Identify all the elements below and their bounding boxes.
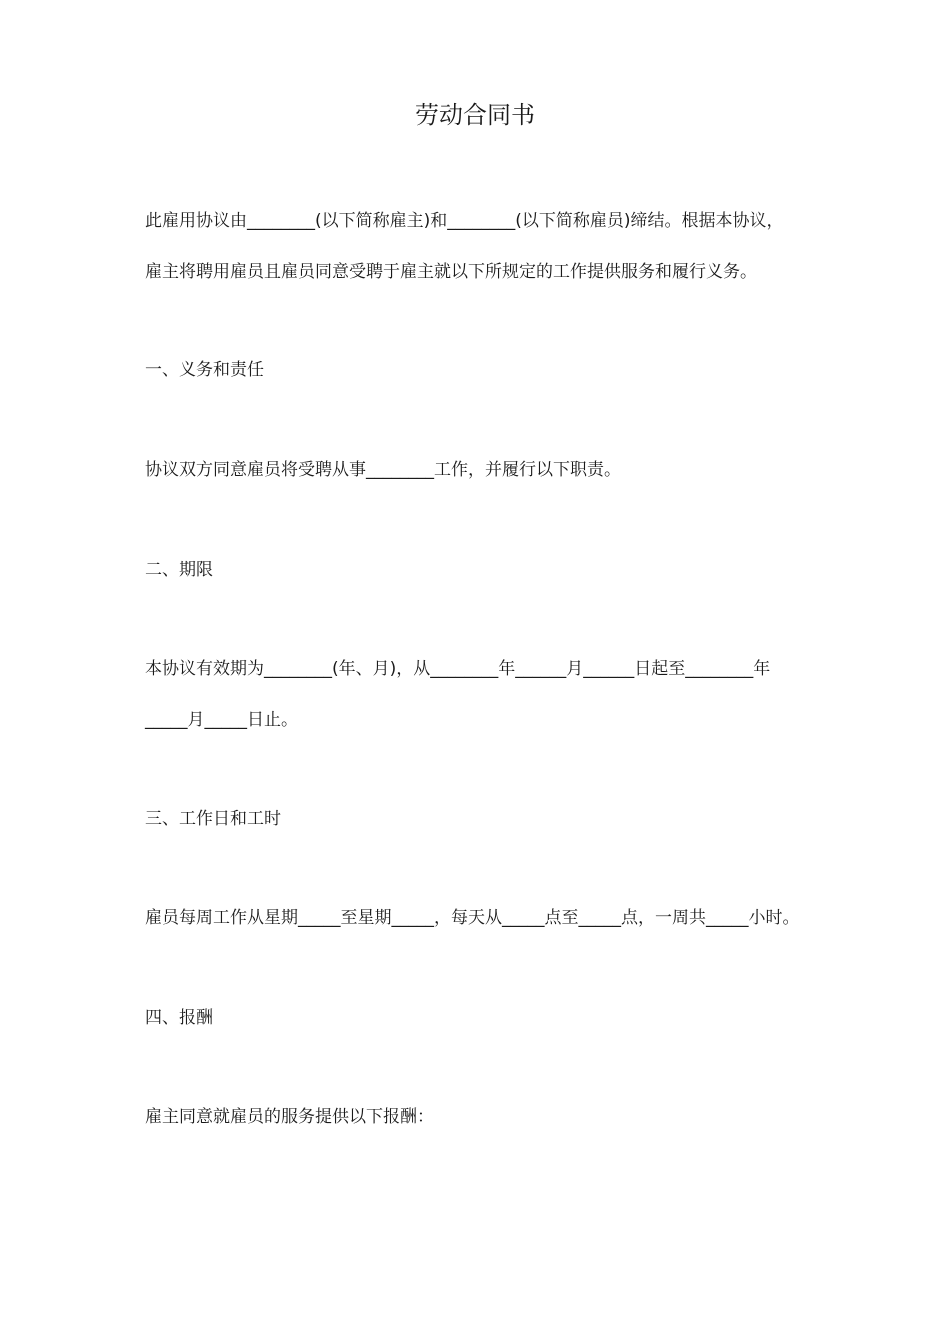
section-4-body: 雇主同意就雇员的服务提供以下报酬： — [145, 1107, 434, 1127]
section-4-heading: 四、报酬 — [145, 1008, 213, 1028]
section-2-heading: 二、期限 — [145, 560, 213, 580]
section-2-body-line-2: _____月_____日止。 — [145, 710, 298, 730]
document-title: 劳动合同书 — [415, 101, 535, 129]
section-3-body: 雇员每周工作从星期_____至星期_____，每天从_____点至_____点，一周共_____小时。 — [145, 908, 800, 928]
intro-paragraph-line-1: 此雇用协议由________(以下简称雇主)和________(以下简称雇员)缔结。根据本协议， — [145, 211, 784, 231]
section-1-heading: 一、义务和责任 — [145, 360, 264, 380]
section-1-body: 协议双方同意雇员将受聘从事________工作，并履行以下职责。 — [145, 460, 621, 480]
section-3-heading: 三、工作日和工时 — [145, 809, 281, 829]
section-2-body-line-1: 本协议有效期为________(年、月)，从________年______月______日起至________年 — [145, 659, 771, 679]
intro-paragraph-line-2: 雇主将聘用雇员且雇员同意受聘于雇主就以下所规定的工作提供服务和履行义务。 — [145, 262, 757, 282]
